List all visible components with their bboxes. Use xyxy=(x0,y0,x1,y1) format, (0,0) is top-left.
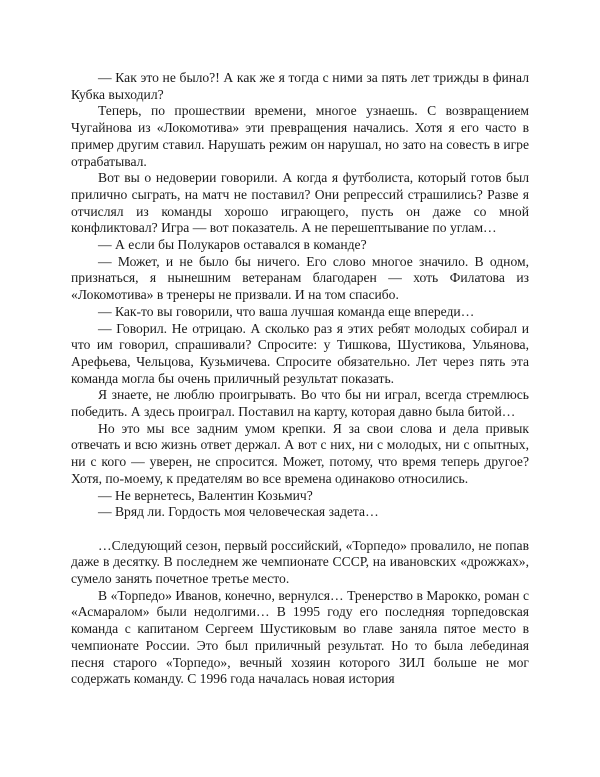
paragraph: Я знаете, не люблю проигрывать. Во что бы ни играл, всегда стремлюсь победить. А здесь проиграл. Поставил на карту, которая давно была битой… xyxy=(71,387,529,420)
document-page xyxy=(71,70,529,688)
paragraph: — А если бы Полукаров оставался в команде? xyxy=(98,237,367,253)
paragraph: — Как-то вы говорили, что ваша лучшая команда еще впереди… xyxy=(98,303,475,319)
paragraph: Теперь, по прошествии времени, многое узнаешь. С возвращением Чугайнова из «Локомотива» эти превращения начались. Хотя я его часто в пример другим ставил. Нарушать режим он нарушал, но зато на совесть в игре отрабатывал. xyxy=(71,103,529,169)
paragraph: — Как это не было?! А как же я тогда с ними за пять лет трижды в финал Кубка выходил? xyxy=(71,70,529,102)
paragraph: Вот вы о недоверии говорили. А когда я футболиста, который готов был прилично сыграть, на матч не поставил? Они репрессий страшились? Разве я отчислял из команды хорошо играющего, пусть он даже со мной конфликтовал? Игра — вот показатель. А не перешептывание по углам… xyxy=(71,170,529,236)
paragraph: — Говорил. Не отрицаю. А сколько раз я этих ребят молодых собирал и что им говорил, спрашивали? Спросите: у Тишкова, Шустикова, Ульянова, Арефьева, Чельцова, Кузьмичева. Спросите обязательно. Лет через пять эта команда могла бы очень приличный результат показать. xyxy=(71,320,529,386)
section-break xyxy=(71,521,529,538)
paragraph: Но это мы все задним умом крепки. Я за свои слова и дела привык отвечать и всю жизнь ответ держал. А вот с них, ни с молодых, ни с опытных, ни с кого — уверен, не спросится. Может, потому, что время теперь другое? Хотя, по-моему, к предателям во все времена одинаково относились. xyxy=(71,420,529,486)
paragraph: В «Торпедо» Иванов, конечно, вернулся… Тренерство в Марокко, роман с «Асмаралом» были недолгими… В 1995 году его последняя торпедовская команда с капитаном Сергеем Шустиковым во главе заняла пятое место в чемпионате России. Это был приличный результат. Но то была лебединая песня старого «Торпедо», вечный хозяин которого ЗИЛ больше не мог содержать команду. С 1996 года началась новая история xyxy=(71,587,529,687)
paragraph: — Не вернетесь, Валентин Козьмич? xyxy=(98,487,313,503)
paragraph: …Следующий сезон, первый российский, «Торпедо» провалило, не попав даже в десятку. В последнем же чемпионате СССР, на ивановских «дрожжах», сумело занять почетное третье место. xyxy=(71,537,529,587)
paragraph: — Может, и не было бы ничего. Его слово многое значило. В одном, признаться, я нынешним ветеранам благодарен — хоть Филатова из «Локомотива» в тренеры не призвали. И на том спасибо. xyxy=(71,253,529,303)
paragraph: — Вряд ли. Гордость моя человеческая задета… xyxy=(98,504,379,520)
